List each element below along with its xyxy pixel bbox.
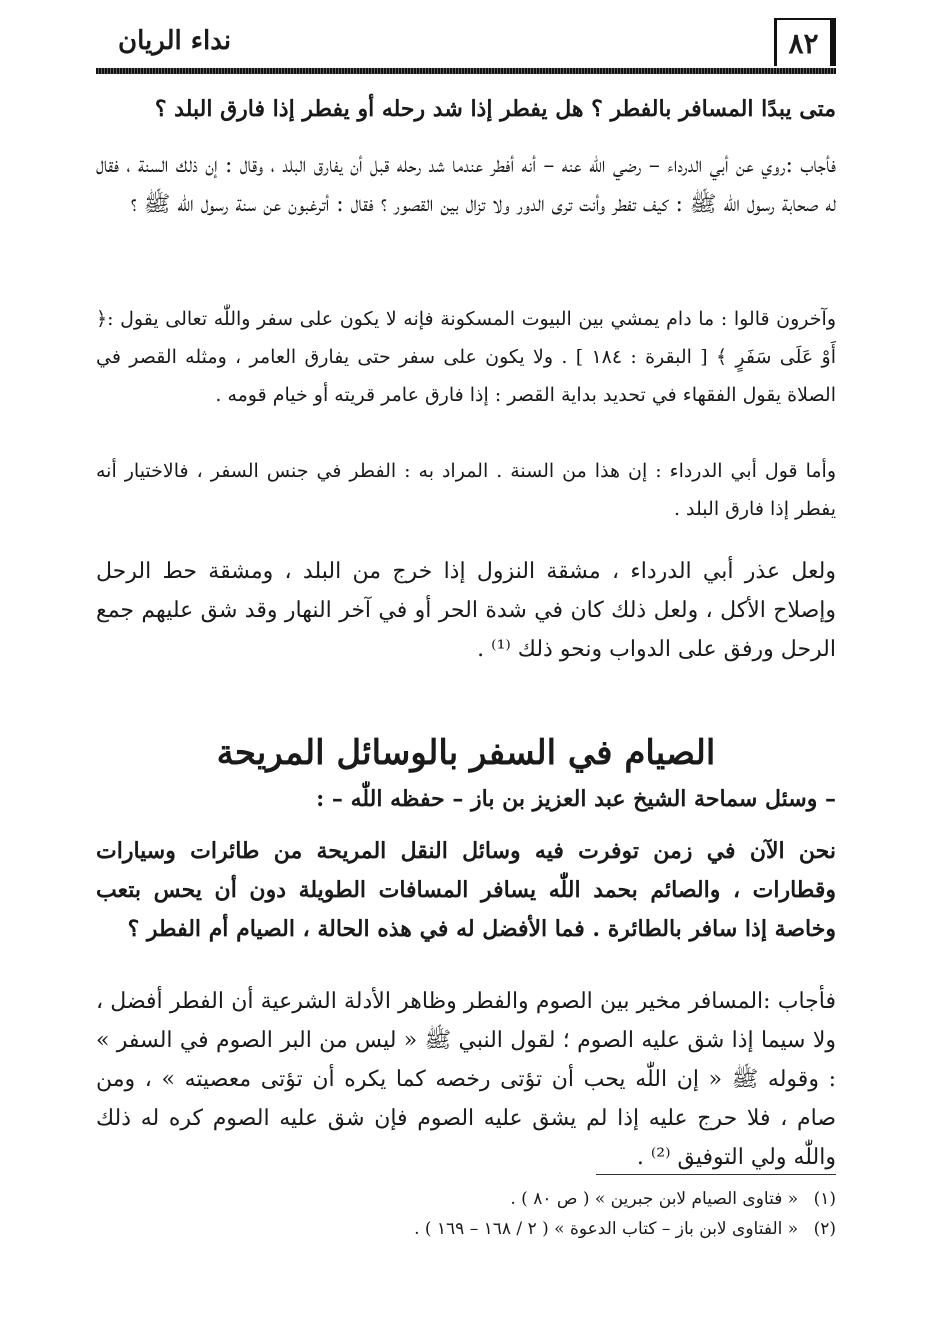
paragraph-others: وآخرون قالوا : ما دام يمشي بين البيوت المسكونة فإنه لا يكون على سفر واللّٰه تعالى يقول :﴿ أَوْ عَلَى سَفَرٍ ﴾ [ البقرة : ١٨٤ ] . ولا يكون على سفر حتى يفارق العامر ، ومثله القصر في الصلاة يقول الفقهاء في تحديد بداية القصر : إذا فارق عامر قريته أو خيام قومه . xyxy=(96,308,836,406)
section-title: الصيام في السفر بالوسائل المريحة xyxy=(216,733,716,774)
paragraph-excuse: ولعل عذر أبي الدرداء ، مشقة النزول إذا خرج من البلد ، ومشقة حط الرحل وإصلاح الأكل ، ولعل ذلك كان في شدة الحر أو في آخر النهار وقد شق عليهم جمع الرحل ورفق على الدواب ونحو ذلك ⁽¹⁾ . xyxy=(96,559,836,662)
asked-line: – وسئل سماحة الشيخ عبد العزيز بن باز – حفظه اللّٰه – : xyxy=(316,786,836,812)
running-title: نداء الريان xyxy=(118,26,232,56)
page-header xyxy=(96,18,836,74)
question-2: نحن الآن في زمن توفرت فيه وسائل النقل المريحة من طائرات وسيارات وقطارات ، والصائم بحمد اللّٰه يسافر المسافات الطويلة دون أن يحس بتعب وخاصة إذا سافر بالطائرة . فما الأفضل له في هذه الحالة ، الصيام أم الفطر ؟ xyxy=(96,838,836,942)
paragraph-abi-darda: وأما قول أبي الدرداء : إن هذا من السنة . المراد به : الفطر في جنس السفر ، فالاختيار أنه يفطر إذا فارق البلد . xyxy=(96,460,836,520)
footnote-2 xyxy=(96,1214,836,1244)
footnote-marker: (١) xyxy=(813,1189,836,1209)
footnotes xyxy=(96,1184,836,1244)
footnote-1 xyxy=(96,1184,836,1214)
footnote-rule xyxy=(596,1174,836,1175)
footnote-marker: (٢) xyxy=(813,1219,836,1239)
answer-1: فأجاب :روي عن أبي الدرداء – رضي اللّٰه عنه – أنه أفطر عندما شد رحله قبل أن يفارق البلد ، وقال : إن ذلك السنة ، فقال له صحابة رسول اللّٰه ﷺ : كيف تفطر وأنت ترى الدور ولا تزال بين القصور ؟ فقال : أترغبون عن سنة رسول اللّٰه ﷺ ؟ xyxy=(96,153,836,217)
header-rule xyxy=(96,68,836,74)
footnote-text: « الفتاوى لابن باز – كتاب الدعوة » ( ٢ / ١٦٨ – ١٦٩ ) . xyxy=(414,1219,799,1239)
question-1: متى يبدًا المسافر بالفطر ؟ هل يفطر إذا شد رحله أو يفطر إذا فارق البلد ؟ xyxy=(154,96,836,122)
answer-2: فأجاب :المسافر مخير بين الصوم والفطر وظاهر الأدلة الشرعية أن الفطر أفضل ، ولا سيما إذا شق عليه الصوم ؛ لقول النبي ﷺ « ليس من البر الصوم في السفر » : وقوله ﷺ « إن اللّٰه يحب أن تؤتى رخصه كما يكره أن تؤتى معصيته » ، ومن صام ، فلا حرج عليه إذا لم يشق عليه الصوم فإن شق عليه الصوم كره له ذلك واللّٰه ولي التوفيق ⁽²⁾ . xyxy=(96,989,836,1170)
page-number: ٨٢ xyxy=(774,18,836,66)
footnote-text: « فتاوى الصيام لابن جبرين » ( ص ٨٠ ) . xyxy=(510,1189,799,1209)
